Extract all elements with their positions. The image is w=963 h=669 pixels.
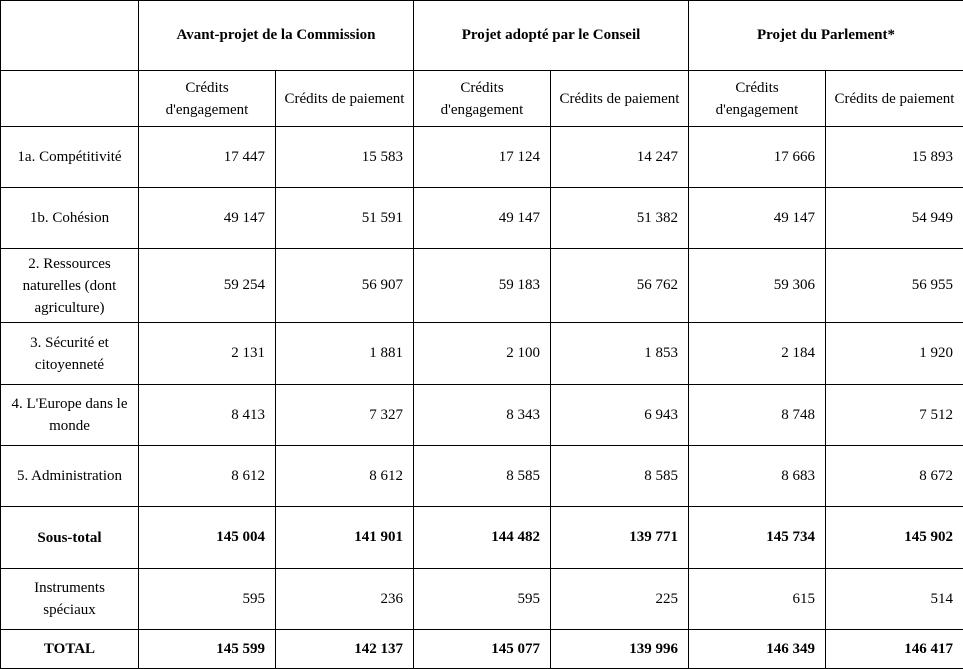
- value-cell: 145 902: [826, 507, 963, 569]
- value-cell: 17 666: [689, 127, 826, 188]
- value-cell: 145 077: [414, 630, 551, 669]
- value-cell: 146 417: [826, 630, 963, 669]
- value-cell: 141 901: [276, 507, 414, 569]
- value-cell: 49 147: [414, 188, 551, 249]
- sub-header-paiement: Crédits de paiement: [551, 71, 689, 127]
- value-cell: 1 853: [551, 323, 689, 385]
- table-row: [1, 249, 963, 323]
- value-cell: 1 920: [826, 323, 963, 385]
- table-row: [1, 569, 963, 630]
- row-label: Sous-total: [1, 507, 139, 569]
- row-label: 1a. Compétitivité: [1, 127, 139, 188]
- value-cell: 2 131: [139, 323, 276, 385]
- table-row: [1, 446, 963, 507]
- value-cell: 144 482: [414, 507, 551, 569]
- value-cell: 514: [826, 569, 963, 630]
- sub-header-engagement: Crédits d'engagement: [139, 71, 276, 127]
- corner-cell: [1, 1, 139, 71]
- table-row: [1, 630, 963, 669]
- value-cell: 6 943: [551, 385, 689, 446]
- value-cell: 8 748: [689, 385, 826, 446]
- value-cell: 2 100: [414, 323, 551, 385]
- value-cell: 59 306: [689, 249, 826, 323]
- value-cell: 8 612: [139, 446, 276, 507]
- table-row: [1, 507, 963, 569]
- group-header-commission: Avant-projet de la Commission: [139, 1, 414, 71]
- value-cell: 56 907: [276, 249, 414, 323]
- value-cell: 17 447: [139, 127, 276, 188]
- value-cell: 595: [414, 569, 551, 630]
- value-cell: 7 512: [826, 385, 963, 446]
- sub-header-paiement: Crédits de paiement: [276, 71, 414, 127]
- table-row: [1, 188, 963, 249]
- sub-header-engagement: Crédits d'engagement: [414, 71, 551, 127]
- value-cell: 54 949: [826, 188, 963, 249]
- value-cell: 15 583: [276, 127, 414, 188]
- value-cell: 145 004: [139, 507, 276, 569]
- value-cell: 8 413: [139, 385, 276, 446]
- value-cell: 49 147: [689, 188, 826, 249]
- value-cell: 8 585: [414, 446, 551, 507]
- value-cell: 59 254: [139, 249, 276, 323]
- value-cell: 8 585: [551, 446, 689, 507]
- value-cell: 51 591: [276, 188, 414, 249]
- row-label: 3. Sécurité et citoyenneté: [1, 323, 139, 385]
- sub-header-engagement: Crédits d'engagement: [689, 71, 826, 127]
- value-cell: 8 343: [414, 385, 551, 446]
- row-label: 1b. Cohésion: [1, 188, 139, 249]
- value-cell: 139 771: [551, 507, 689, 569]
- value-cell: 14 247: [551, 127, 689, 188]
- value-cell: 225: [551, 569, 689, 630]
- value-cell: 17 124: [414, 127, 551, 188]
- table-row: [1, 323, 963, 385]
- row-label: Instruments spéciaux: [1, 569, 139, 630]
- sub-header-row: [1, 71, 963, 127]
- value-cell: 142 137: [276, 630, 414, 669]
- value-cell: 8 672: [826, 446, 963, 507]
- value-cell: 15 893: [826, 127, 963, 188]
- table-row: [1, 385, 963, 446]
- group-header-conseil: Projet adopté par le Conseil: [414, 1, 689, 71]
- row-label: 5. Administration: [1, 446, 139, 507]
- value-cell: 51 382: [551, 188, 689, 249]
- value-cell: 7 327: [276, 385, 414, 446]
- sub-header-paiement: Crédits de paiement: [826, 71, 963, 127]
- value-cell: 615: [689, 569, 826, 630]
- value-cell: 56 762: [551, 249, 689, 323]
- value-cell: 146 349: [689, 630, 826, 669]
- value-cell: 595: [139, 569, 276, 630]
- row-label: 2. Ressources naturelles (dont agriculture): [1, 249, 139, 323]
- group-header-row: [1, 1, 963, 71]
- value-cell: 8 612: [276, 446, 414, 507]
- value-cell: 8 683: [689, 446, 826, 507]
- value-cell: 145 599: [139, 630, 276, 669]
- table-row: [1, 127, 963, 188]
- value-cell: 56 955: [826, 249, 963, 323]
- value-cell: 1 881: [276, 323, 414, 385]
- group-header-parlement: Projet du Parlement*: [689, 1, 963, 71]
- value-cell: 139 996: [551, 630, 689, 669]
- value-cell: 145 734: [689, 507, 826, 569]
- row-label: TOTAL: [1, 630, 139, 669]
- corner-cell-2: [1, 71, 139, 127]
- row-label: 4. L'Europe dans le monde: [1, 385, 139, 446]
- value-cell: 59 183: [414, 249, 551, 323]
- value-cell: 236: [276, 569, 414, 630]
- value-cell: 2 184: [689, 323, 826, 385]
- value-cell: 49 147: [139, 188, 276, 249]
